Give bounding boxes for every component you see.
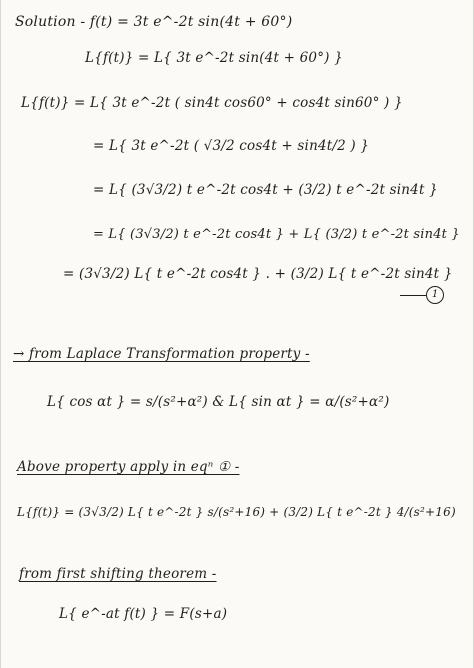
shifting-theorem-heading: from first shifting theorem -: [19, 566, 217, 582]
applied-property-result: L{f(t)} = (3√3/2) L{ t e^-2t } s/(s²+16) + (3/2) L{ t e^-2t } 4/(s²+16): [17, 505, 456, 519]
distributed-terms: = L{ (3√3/2) t e^-2t cos4t + (3/2) t e^-2t sin4t }: [93, 182, 438, 198]
expanded-sine-identity: L{f(t)} = L{ 3t e^-2t ( sin4t cos60° + cos4t sin60° ) }: [21, 95, 403, 111]
linearity-split: = L{ (3√3/2) t e^-2t cos4t } + L{ (3/2) t e^-2t sin4t }: [93, 227, 460, 242]
apply-property-heading: Above property apply in eqⁿ ① -: [17, 459, 240, 475]
substituted-trig-values: = L{ 3t e^-2t ( √3/2 cos4t + sin4t/2 ) }: [93, 138, 370, 154]
equation-number: 1: [426, 286, 444, 304]
laplace-property-heading: → from Laplace Transformation property -: [13, 346, 310, 362]
marker-line: [400, 295, 426, 296]
solution-given-function: Solution - f(t) = 3t e^-2t sin(4t + 60°): [15, 14, 293, 30]
constants-factored: = (3√3/2) L{ t e^-2t cos4t } . + (3/2) L{ t e^-2t sin4t }: [63, 266, 453, 282]
equation-marker: [400, 286, 444, 304]
shifting-theorem-formula: L{ e^-at f(t) } = F(s+a): [59, 606, 228, 622]
cos-sin-laplace-property: L{ cos αt } = s/(s²+α²) & L{ sin αt } = α/(s²+α²): [47, 394, 390, 410]
laplace-of-function: L{f(t)} = L{ 3t e^-2t sin(4t + 60°) }: [85, 50, 343, 66]
